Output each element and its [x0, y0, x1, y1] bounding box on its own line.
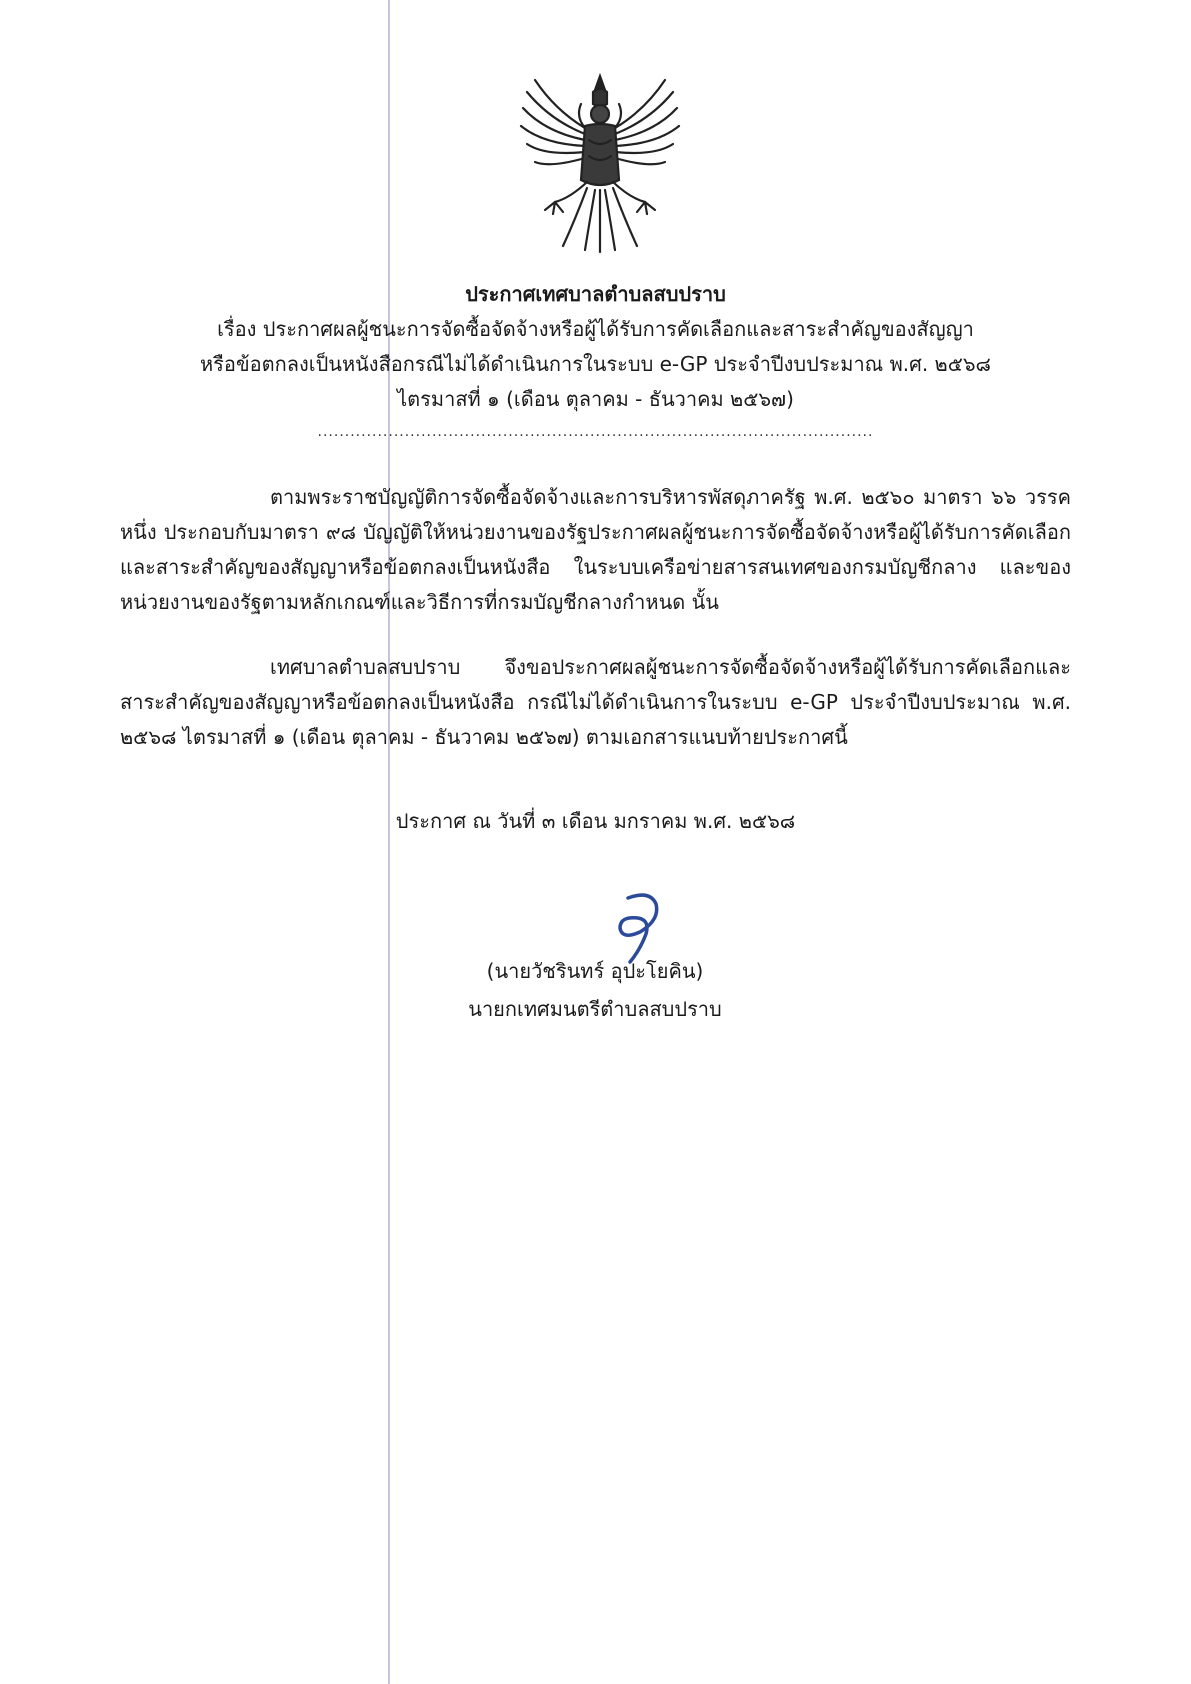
subject-line-1: เรื่อง ประกาศผลผู้ชนะการจัดซื้อจัดจ้างหรือผู้ได้รับการคัดเลือกและสาระสำคัญของสัญญา	[217, 317, 974, 341]
signer-name: (นายวัชรินทร์ อุปะโยคิน)	[486, 959, 704, 983]
signer-title: นายกเทศมนตรีตำบลสบปราบ	[468, 997, 722, 1021]
dotted-divider: ......................................................................................................	[317, 424, 874, 440]
subject-line-2: หรือข้อตกลงเป็นหนังสือกรณีไม่ได้ดำเนินการในระบบ e-GP ประจำปีงบประมาณ พ.ศ. ๒๕๖๘	[200, 352, 991, 376]
garuda-emblem-icon	[515, 70, 685, 254]
signer-block	[395, 952, 795, 1028]
announcement-subject	[120, 312, 1071, 417]
subject-line-3: ไตรมาสที่ ๑ (เดือน ตุลาคม - ธันวาคม ๒๕๖๗)	[397, 387, 794, 411]
paragraph-2-text: เทศบาลตำบลสบปราบ จึงขอประกาศผลผู้ชนะการจัดซื้อจัดจ้างหรือผู้ได้รับการคัดเลือกและสาระสำคัญของสัญญาหรือข้อตกลงเป็นหนังสือ กรณีไม่ได้ดำเนินการในระบบ e-GP ประจำปีงบประมาณ พ.ศ. ๒๕๖๘ ไตรมาสที่ ๑ (เดือน ตุลาคม - ธันวาคม ๒๕๖๗) ตามเอกสารแนบท้ายประกาศนี้	[120, 655, 1071, 749]
announcement-title: ประกาศเทศบาลตำบลสบปราบ	[465, 282, 726, 306]
paragraph-legal-basis	[120, 480, 1071, 620]
announcement-date: ประกาศ ณ วันที่ ๓ เดือน มกราคม พ.ศ. ๒๕๖๘	[395, 809, 796, 833]
scan-artifact-line	[388, 0, 390, 1684]
paragraph-announcement	[120, 650, 1071, 755]
paragraph-1-text: ตามพระราชบัญญัติการจัดซื้อจัดจ้างและการบริหารพัสดุภาครัฐ พ.ศ. ๒๕๖๐ มาตรา ๖๖ วรรคหนึ่ง ประกอบกับมาตรา ๙๘ บัญญัติให้หน่วยงานของรัฐประกาศผลผู้ชนะการจัดซื้อจัดจ้างหรือผู้ได้รับการคัดเลือกและสาระสำคัญของสัญญาหรือข้อตกลงเป็นหนังสือ ในระบบเครือข่ายสารสนเทศของกรมบัญชีกลาง และของหน่วยงานของรัฐตามหลักเกณฑ์และวิธีการที่กรมบัญชีกลางกำหนด นั้น	[120, 485, 1072, 614]
